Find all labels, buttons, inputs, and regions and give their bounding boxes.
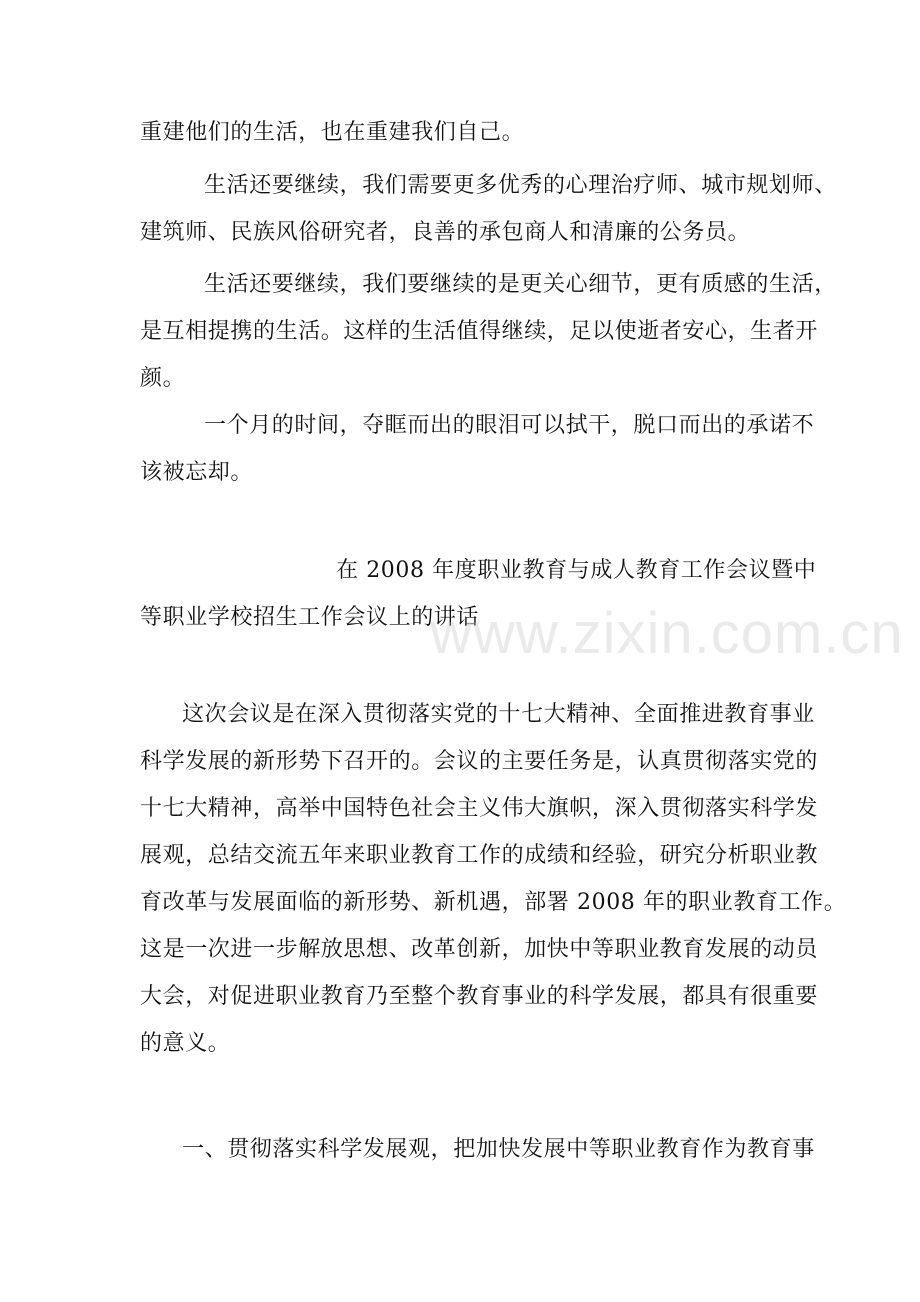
paragraph-line: 建筑师、民族风俗研究者，良善的承包商人和清廉的公务员。 <box>140 220 751 245</box>
paragraph-line: 展观，总结交流五年来职业教育工作的成绩和经验，研究分析职业教 <box>140 843 819 868</box>
paragraph-line: 的意义。 <box>140 1031 231 1056</box>
paragraph-line: 生活还要继续，我们需要更多优秀的心理治疗师、城市规划师、 <box>204 173 837 198</box>
paragraph-line: 生活还要继续，我们要继续的是更关心细节，更有质感的生活， <box>204 272 837 297</box>
watermark: www.zixin.com.cn <box>430 601 904 666</box>
paragraph-line: 是互相提携的生活。这样的生活值得继续，足以使逝者安心，生者开 <box>140 319 819 344</box>
paragraph-line: 育改革与发展面临的新形势、新机遇，部署 2008 年的职业教育工作。 <box>140 890 847 915</box>
paragraph-line: 颜。 <box>140 366 186 391</box>
paragraph-line: 这次会议是在深入贯彻落实党的十七大精神、全面推进教育事业 <box>182 702 815 727</box>
paragraph-line: 该被忘却。 <box>140 460 254 485</box>
paragraph-line: 大会，对促进职业教育乃至整个教育事业的科学发展，都具有很重要 <box>140 984 819 1009</box>
section-heading-line: 一、贯彻落实科学发展观，把加快发展中等职业教育作为教育事 <box>182 1137 815 1162</box>
paragraph-line: 十七大精神，高举中国特色社会主义伟大旗帜，深入贯彻落实科学发 <box>140 796 819 821</box>
paragraph-line: 这是一次进一步解放思想、改革创新，加快中等职业教育发展的动员 <box>140 937 819 962</box>
speech-title-line: 等职业学校招生工作会议上的讲话 <box>140 605 480 630</box>
paragraph-line: 科学发展的新形势下召开的。会议的主要任务是，认真贯彻落实党的 <box>140 749 819 774</box>
paragraph-line: 一个月的时间，夺眶而出的眼泪可以拭干，脱口而出的承诺不 <box>204 413 815 438</box>
paragraph-line: 重建他们的生活，也在重建我们自己。 <box>140 120 525 145</box>
speech-title-line: 在 2008 年度职业教育与成人教育工作会议暨中 <box>336 558 817 583</box>
